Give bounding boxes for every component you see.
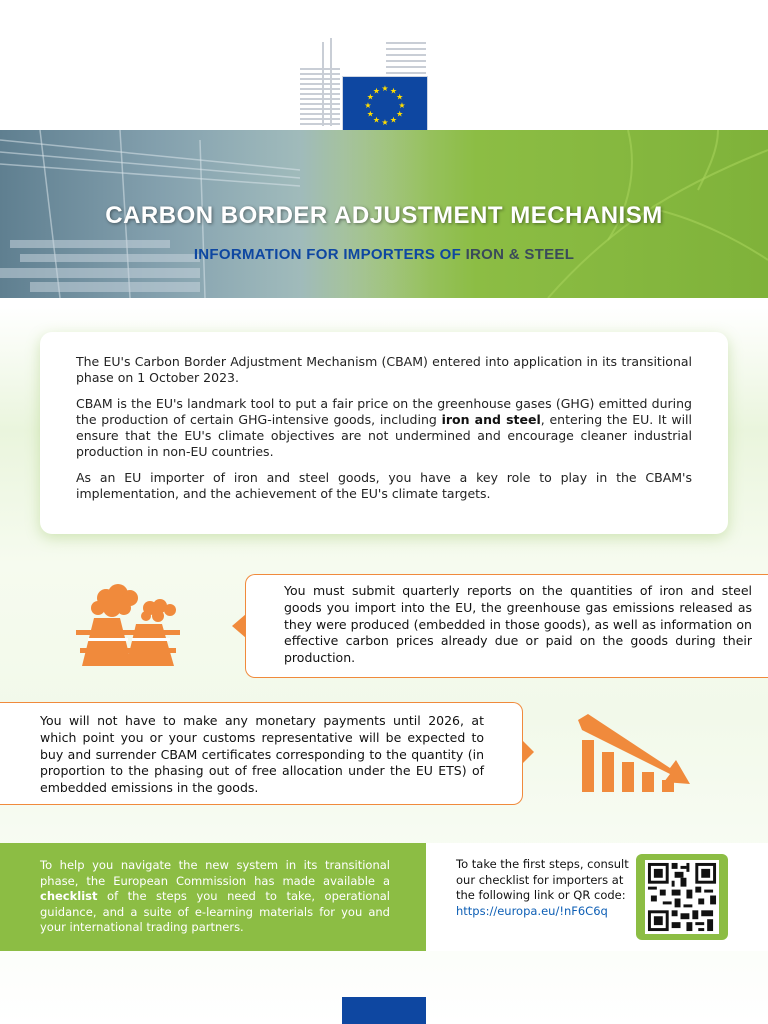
- eu-blue-footer-tab: [342, 997, 426, 1024]
- intro-p2-text-b: , entering the EU. It will ensure that the EU's climate objectives are not undermined and encourage cleaner industrial production in non-EU countries.: [76, 412, 693, 459]
- payment-timeline-callout: [0, 702, 523, 805]
- svg-text:★: ★: [372, 115, 381, 125]
- svg-text:★: ★: [366, 109, 374, 119]
- svg-text:★: ★: [381, 84, 389, 93]
- svg-text:★: ★: [396, 109, 404, 119]
- subtitle-part2: IRON & STEEL: [465, 246, 575, 263]
- qr-code-frame[interactable]: [636, 854, 728, 940]
- first-steps-box: [426, 843, 768, 951]
- subtitle-part1: INFORMATION FOR IMPORTERS OF: [193, 246, 462, 263]
- svg-text:★: ★: [389, 86, 398, 96]
- header-banner: [0, 130, 768, 298]
- svg-text:★: ★: [381, 118, 389, 127]
- svg-text:★: ★: [389, 115, 398, 125]
- callout-1-pointer: [232, 614, 246, 638]
- help-checklist-bold: checklist: [40, 889, 98, 903]
- intro-paragraph-1: The EU's Carbon Border Adjustment Mechanism (CBAM) entered into application in its transitional phase on 1 October 2023.: [76, 354, 692, 385]
- intro-box: [40, 332, 728, 534]
- svg-text:★: ★: [366, 92, 374, 102]
- checklist-link[interactable]: https://europa.eu/!nF6C6q: [456, 903, 608, 918]
- svg-text:★: ★: [364, 101, 372, 110]
- factory-emissions-icon: [76, 576, 180, 668]
- help-text-b: of the steps you need to take, operational guidance, and a suite of e-learning materials for you and your international trading partners.: [40, 889, 390, 934]
- callout-2-text: You will not have to make any monetary payments until 2026, at which point you or your customs representative will be expected to buy and surrender CBAM certificates corresponding to the quantity (in proportion to the phasing out of free allocation under the EU ETS) of embedded emissions in the goods.: [40, 713, 484, 796]
- reporting-obligation-callout: [245, 574, 768, 678]
- first-steps-text: [456, 857, 636, 919]
- first-steps-description: To take the first steps, consult our checklist for importers at the following link or QR code:: [456, 857, 629, 902]
- intro-paragraph-2: [76, 396, 692, 460]
- intro-paragraph-3: As an EU importer of iron and steel goods, you have a key role to play in the CBAM's implementation, and the achievement of the EU's climate targets.: [76, 470, 692, 501]
- eu-flag-icon: [343, 77, 427, 133]
- callout-2-pointer: [522, 740, 534, 764]
- help-resources-box: [0, 843, 426, 951]
- declining-chart-icon: [578, 714, 694, 794]
- svg-text:★: ★: [396, 92, 404, 102]
- intro-p2-bold: iron and steel: [441, 412, 541, 427]
- page-subtitle: [0, 246, 768, 263]
- page-title: CARBON BORDER ADJUSTMENT MECHANISM: [105, 202, 663, 229]
- svg-text:★: ★: [372, 86, 381, 96]
- intro-p2-text-a: CBAM is the EU's landmark tool to put a fair price on the greenhouse gases (GHG) emitted during the production of certain GHG-intensive goods, including: [76, 396, 692, 427]
- qr-code-icon: [644, 860, 720, 934]
- svg-text:★: ★: [398, 101, 406, 110]
- help-text-a: To help you navigate the new system in its transitional phase, the European Commission has made available a: [40, 858, 390, 888]
- callout-1-text: You must submit quarterly reports on the quantities of iron and steel goods you import into the EU, the greenhouse gas emissions released as they were produced (embedded in those goods), as well as information on effective carbon prices already due or paid on the goods during their production.: [284, 583, 752, 666]
